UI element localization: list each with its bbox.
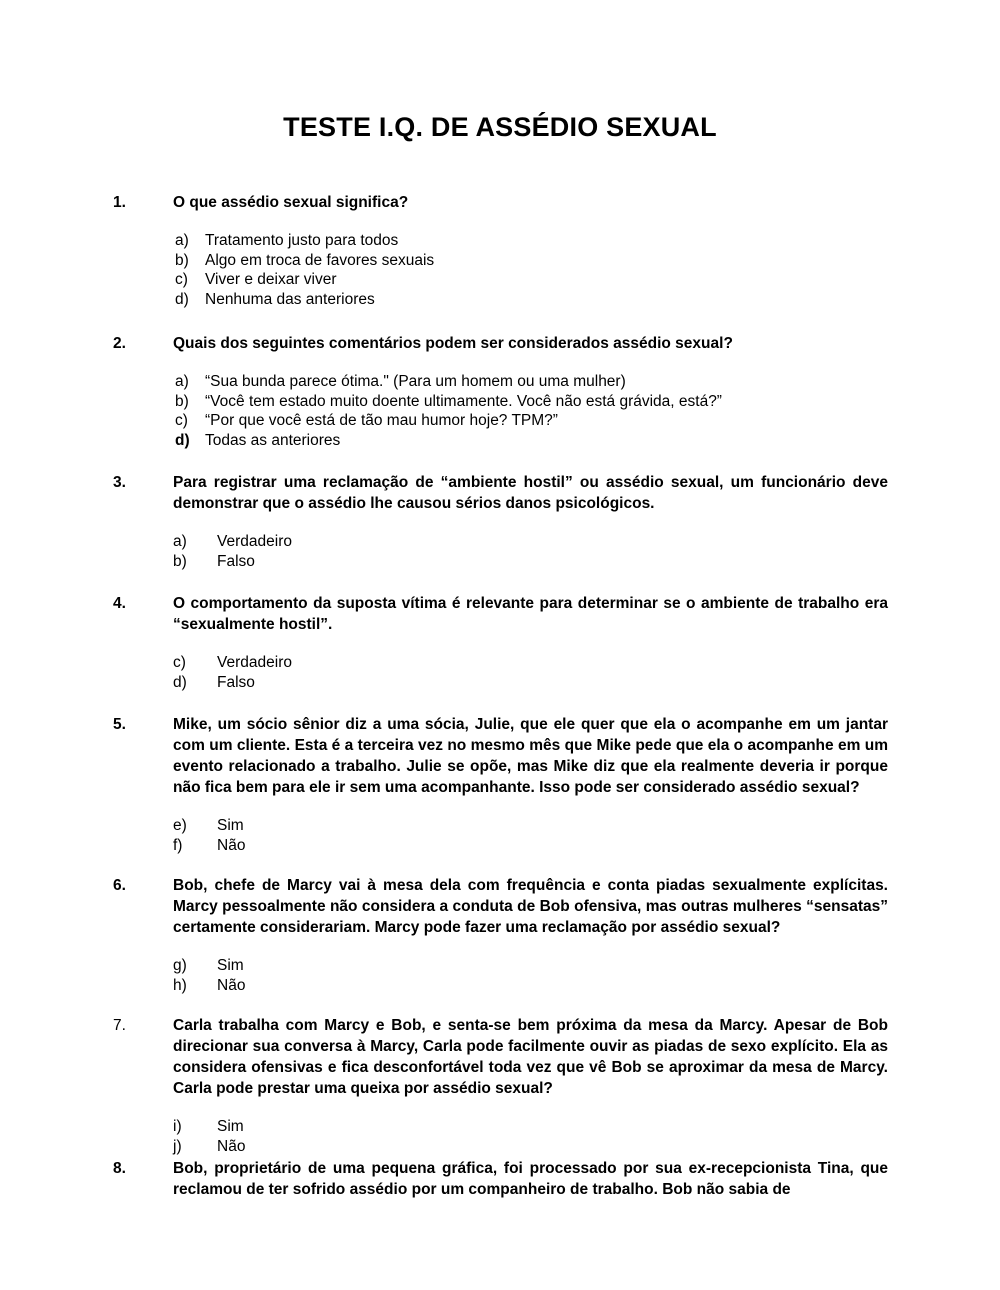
question-number-6: 6. <box>113 877 126 894</box>
spacer <box>0 855 1000 875</box>
spacer <box>0 995 1000 1015</box>
spacer <box>0 514 1000 532</box>
question-text-5: Mike, um sócio sênior diz a uma sócia, Julie, que ele quer que ela o acompanhe em um jantar com um cliente. Esta é a terceira vez no mesmo mês que Mike pede que ela o acompanhe em um evento relacionado a trabalho. Julie se opõe, mas Mike diz que ela realmente deveria ir porque não fica bem para ele ir sem uma acompanhante. Isso pode ser considerado assédio sexual? <box>173 716 888 796</box>
option-item[interactable] <box>173 673 1000 693</box>
option-item[interactable] <box>175 231 1000 251</box>
option-item[interactable] <box>175 251 1000 271</box>
spacer <box>0 213 1000 231</box>
option-letter: h) <box>173 976 187 994</box>
option-letter: c) <box>173 654 186 671</box>
question-block-2 <box>0 333 1000 354</box>
option-item[interactable] <box>175 411 1000 431</box>
question-text-1: O que assédio sexual significa? <box>173 194 409 211</box>
option-item[interactable] <box>173 532 1000 552</box>
option-item[interactable] <box>175 431 1000 451</box>
options-list-6 <box>173 956 1000 995</box>
question-number-1: 1. <box>113 194 126 211</box>
question-block-7 <box>0 1015 1000 1099</box>
questions-container <box>0 192 1000 1200</box>
option-letter: d) <box>175 431 190 449</box>
option-item[interactable] <box>173 1137 1000 1157</box>
option-item[interactable] <box>173 653 1000 673</box>
question-number-7: 7. <box>113 1017 126 1034</box>
spacer <box>0 309 1000 333</box>
option-letter: b) <box>175 251 189 269</box>
page-title: TESTE I.Q. DE ASSÉDIO SEXUAL <box>283 112 717 142</box>
option-label: Todas as anteriores <box>205 431 341 449</box>
question-block-4 <box>0 593 1000 635</box>
option-letter: b) <box>175 392 189 410</box>
question-block-3 <box>0 472 1000 514</box>
options-list-2 <box>175 372 1000 450</box>
option-label: Falso <box>217 552 255 570</box>
question-text-3: Para registrar uma reclamação de “ambiente hostil” ou assédio sexual, um funcionário deve demonstrar que o assédio lhe causou sérios danos psicológicos. <box>173 474 888 512</box>
option-letter: c) <box>175 271 188 288</box>
option-label: Sim <box>217 1118 244 1135</box>
option-letter: j) <box>173 1137 182 1155</box>
option-item[interactable] <box>173 836 1000 856</box>
options-list-3 <box>173 532 1000 571</box>
spacer <box>0 798 1000 816</box>
option-letter: f) <box>173 836 183 854</box>
option-label: Sim <box>217 817 244 834</box>
options-list-1 <box>175 231 1000 309</box>
option-letter: g) <box>173 957 187 974</box>
option-letter: d) <box>173 673 187 691</box>
question-block-6 <box>0 875 1000 938</box>
options-list-7 <box>173 1117 1000 1156</box>
option-letter: a) <box>173 533 187 550</box>
option-item[interactable] <box>173 1117 1000 1137</box>
option-label: Nenhuma das anteriores <box>205 290 375 308</box>
option-letter: a) <box>175 373 189 390</box>
options-list-4 <box>173 653 1000 692</box>
question-text-8: Bob, proprietário de uma pequena gráfica, foi processado por sua ex-recepcionista Tina, que reclamou de ter sofrido assédio por um companheiro de trabalho. Bob não sabia de <box>173 1160 888 1198</box>
question-number-3: 3. <box>113 474 126 491</box>
question-block-5 <box>0 714 1000 798</box>
options-list-5 <box>173 816 1000 855</box>
option-label: Viver e deixar viver <box>205 271 337 288</box>
question-text-6: Bob, chefe de Marcy vai à mesa dela com frequência e conta piadas sexualmente explícitas. Marcy pessoalmente não considera a conduta de Bob ofensiva, mas outras mulheres “sensatas” certamente considerariam. Marcy pode fazer uma reclamação por assédio sexual? <box>173 877 888 936</box>
option-label: Sim <box>217 957 244 974</box>
option-item[interactable] <box>173 552 1000 572</box>
spacer <box>0 635 1000 653</box>
option-label: Não <box>217 836 246 854</box>
option-letter: c) <box>175 412 188 429</box>
option-letter: e) <box>173 817 187 834</box>
option-item[interactable] <box>173 956 1000 976</box>
option-label: Tratamento justo para todos <box>205 232 399 249</box>
question-number-8: 8. <box>113 1160 126 1177</box>
option-label: “Você tem estado muito doente ultimamente. Você não está grávida, está?” <box>205 392 722 410</box>
option-letter: b) <box>173 552 187 570</box>
question-block-1 <box>0 192 1000 213</box>
spacer <box>0 354 1000 372</box>
question-number-2: 2. <box>113 335 126 352</box>
option-item[interactable] <box>175 392 1000 412</box>
option-label: Falso <box>217 673 255 691</box>
question-text-7: Carla trabalha com Marcy e Bob, e senta-se bem próxima da mesa da Marcy. Apesar de Bob direcionar sua conversa à Marcy, Carla pode facilmente ouvir as piadas de sexo explícito. Ela as considera ofensivas e fica desconfortável toda vez que vê Bob se aproximar da mesa de Marcy. Carla pode prestar uma queixa por assédio sexual? <box>173 1017 888 1097</box>
option-letter: d) <box>175 290 189 308</box>
spacer <box>0 938 1000 956</box>
option-label: Verdadeiro <box>217 533 292 550</box>
question-text-4: O comportamento da suposta vítima é relevante para determinar se o ambiente de trabalho era “sexualmente hostil”. <box>173 595 888 633</box>
option-item[interactable] <box>173 976 1000 996</box>
option-label: Não <box>217 1137 246 1155</box>
spacer <box>0 450 1000 472</box>
spacer <box>0 692 1000 714</box>
spacer <box>0 571 1000 593</box>
option-label: Algo em troca de favores sexuais <box>205 251 435 269</box>
spacer <box>0 1099 1000 1117</box>
option-label: “Por que você está de tão mau humor hoje? TPM?” <box>205 412 558 429</box>
option-item[interactable] <box>173 816 1000 836</box>
option-letter: a) <box>175 232 189 249</box>
question-number-5: 5. <box>113 716 126 733</box>
question-number-4: 4. <box>113 595 126 612</box>
option-label: Verdadeiro <box>217 654 292 671</box>
question-text-2: Quais dos seguintes comentários podem ser considerados assédio sexual? <box>173 335 733 352</box>
option-item[interactable] <box>175 372 1000 392</box>
option-label: Não <box>217 976 246 994</box>
question-block-8 <box>0 1158 1000 1200</box>
option-item[interactable] <box>175 290 1000 310</box>
option-item[interactable] <box>175 270 1000 290</box>
option-letter: i) <box>173 1118 182 1135</box>
option-label: “Sua bunda parece ótima." (Para um homem ou uma mulher) <box>205 373 626 390</box>
